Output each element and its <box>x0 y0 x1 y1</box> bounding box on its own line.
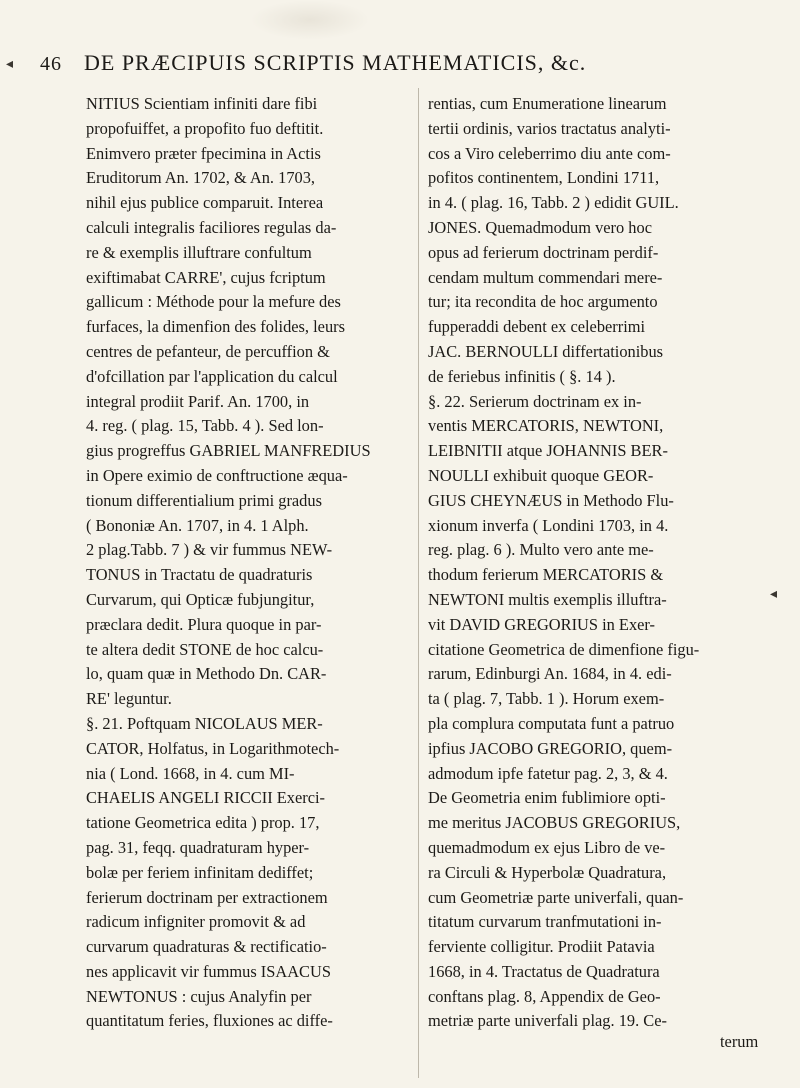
text-line: furfaces, la dimenfion des folides, leurs <box>86 317 345 337</box>
text-line: propofuiffet, a propofito fuo deftitit. <box>86 118 324 138</box>
text-line: metriæ parte univerfali plag. 19. Ce- <box>428 1011 667 1031</box>
text-line: exiftimabat CARRE', cujus fcriptum <box>86 267 326 287</box>
text-line: pla complura computata funt a patruo <box>428 713 675 733</box>
text-line: cum Geometriæ parte univerfali, quan- <box>428 887 684 907</box>
text-line: te altera dedit STONE de hoc calcu- <box>86 639 324 659</box>
text-line: admodum ipfe fatetur pag. 2, 3, & 4. <box>428 763 668 783</box>
text-line: titatum curvarum tranfmutationi in- <box>428 912 662 932</box>
text-line: NOULLI exhibuit quoque GEOR- <box>428 465 654 485</box>
text-line: JAC. BERNOULLI differtationibus <box>428 341 664 361</box>
right-text-column <box>428 92 758 1052</box>
text-line: vit DAVID GREGORIUS in Exer- <box>428 614 656 634</box>
margin-pointer-icon: ◂ <box>770 587 778 602</box>
text-line: NITIUS Scientiam infiniti dare fibi <box>86 94 318 113</box>
text-line: gallicum : Méthode pour la mefure des <box>86 292 341 312</box>
text-line: centres de pefanteur, de percuffion & <box>86 341 330 361</box>
text-line: fupperaddi debent ex celeberrimi <box>428 317 646 337</box>
text-line: bolæ per feriem infinitam dediffet; <box>86 862 314 882</box>
text-line: ra Circuli & Hyperbolæ Quadratura, <box>428 862 667 882</box>
text-line: quantitatum feries, fluxiones ac diffe- <box>86 1011 333 1031</box>
text-line: in 4. ( plag. 16, Tabb. 2 ) edidit GUIL. <box>428 193 679 213</box>
text-line: ipfius JACOBO GREGORIO, quem- <box>428 738 673 758</box>
running-title: DE PRÆCIPUIS SCRIPTIS MATHEMATICIS, &c. <box>84 50 587 75</box>
margin-pointer-icon: ◂ <box>6 57 14 72</box>
text-line: Curvarum, qui Opticæ fubjungitur, <box>86 589 315 609</box>
text-line: LEIBNITII atque JOHANNIS BER- <box>428 441 668 461</box>
left-text-column <box>86 92 416 1052</box>
text-line: cos a Viro celeberrimo diu ante com- <box>428 143 671 163</box>
catchword: terum <box>720 1032 759 1051</box>
text-line: rarum, Edinburgi An. 1684, in 4. edi- <box>428 664 672 684</box>
text-line: nes applicavit vir fummus ISAACUS <box>86 961 331 981</box>
text-line: tionum differentialium primi gradus <box>86 490 322 510</box>
text-line: CHAELIS ANGELI RICCII Exerci- <box>86 788 325 808</box>
text-line: nihil ejus publice comparuit. Interea <box>86 193 324 213</box>
text-line: Enimvero præter fpecimina in Actis <box>86 143 321 163</box>
page-number: 46 <box>40 53 62 75</box>
text-line: pag. 31, feqq. quadraturam hyper- <box>86 837 310 857</box>
text-line: me meritus JACOBUS GREGORIUS, <box>428 813 681 833</box>
text-line: tatione Geometrica edita ) prop. 17, <box>86 813 320 833</box>
text-line: Eruditorum An. 1702, & An. 1703, <box>86 168 316 188</box>
text-line: ferierum doctrinam per extractionem <box>86 887 328 907</box>
text-line: 2 plag.Tabb. 7 ) & vir fummus NEW- <box>86 540 333 560</box>
text-line: gius progreffus GABRIEL MANFREDIUS <box>86 441 371 461</box>
running-header <box>40 50 780 82</box>
text-line: citatione Geometrica de dimenfione figu- <box>428 639 700 659</box>
text-line: 4. reg. ( plag. 15, Tabb. 4 ). Sed lon- <box>86 416 324 436</box>
column-divider <box>418 88 419 1078</box>
text-line: conftans plag. 8, Appendix de Geo- <box>428 986 661 1006</box>
text-line: præclara dedit. Plura quoque in par- <box>86 614 322 634</box>
text-line: tur; ita recondita de hoc argumento <box>428 292 658 312</box>
text-line: ta ( plag. 7, Tabb. 1 ). Horum exem- <box>428 689 665 709</box>
text-line: ferviente colligitur. Prodiit Patavia <box>428 937 655 957</box>
text-line: integral prodiit Parif. An. 1700, in <box>86 391 310 411</box>
text-line: §. 22. Serierum doctrinam ex in- <box>428 391 642 411</box>
text-line: §. 21. Poftquam NICOLAUS MER- <box>86 713 323 733</box>
text-line: quemadmodum ex ejus Libro de ve- <box>428 837 666 857</box>
text-line: xionum inverfa ( Londini 1703, in 4. <box>428 515 669 535</box>
text-line: cendam multum commendari mere- <box>428 267 663 287</box>
text-line: ( Bononiæ An. 1707, in 4. 1 Alph. <box>86 515 309 535</box>
text-line: 1668, in 4. Tractatus de Quadratura <box>428 961 660 981</box>
text-line: nia ( Lond. 1668, in 4. cum MI- <box>86 763 295 783</box>
text-line: opus ad ferierum doctrinam perdif- <box>428 242 659 262</box>
text-line: pofitos continentem, Londini 1711, <box>428 168 660 188</box>
text-line: NEWTONI multis exemplis illuftra- <box>428 589 667 609</box>
text-line: reg. plag. 6 ). Multo vero ante me- <box>428 540 654 560</box>
paper-stain <box>250 0 370 40</box>
text-line: ventis MERCATORIS, NEWTONI, <box>428 416 664 436</box>
text-line: tertii ordinis, varios tractatus analyti- <box>428 118 671 138</box>
text-line: TONUS in Tractatu de quadraturis <box>86 565 313 585</box>
text-line: calculi integralis faciliores regulas da- <box>86 217 337 237</box>
text-line: lo, quam quæ in Methodo Dn. CAR- <box>86 664 327 684</box>
text-line: De Geometria enim fublimiore opti- <box>428 788 666 808</box>
text-line: RE' leguntur. <box>86 689 172 709</box>
text-line: curvarum quadraturas & rectificatio- <box>86 937 327 957</box>
text-line: GIUS CHEYNÆUS in Methodo Flu- <box>428 490 674 510</box>
text-line: re & exemplis illuftrare confultum <box>86 242 312 262</box>
text-line: CATOR, Holfatus, in Logarithmotech- <box>86 738 340 758</box>
text-line: in Opere eximio de conftructione æqua- <box>86 465 348 485</box>
text-line: thodum ferierum MERCATORIS & <box>428 565 664 585</box>
text-line: NEWTONUS : cujus Analyfin per <box>86 986 312 1006</box>
text-line: radicum infigniter promovit & ad <box>86 912 306 932</box>
text-line: de feriebus infinitis ( §. 14 ). <box>428 366 616 386</box>
text-line: d'ofcillation par l'application du calcul <box>86 366 338 386</box>
text-line: JONES. Quemadmodum vero hoc <box>428 217 652 237</box>
text-line: rentias, cum Enumeratione linearum <box>428 94 667 113</box>
